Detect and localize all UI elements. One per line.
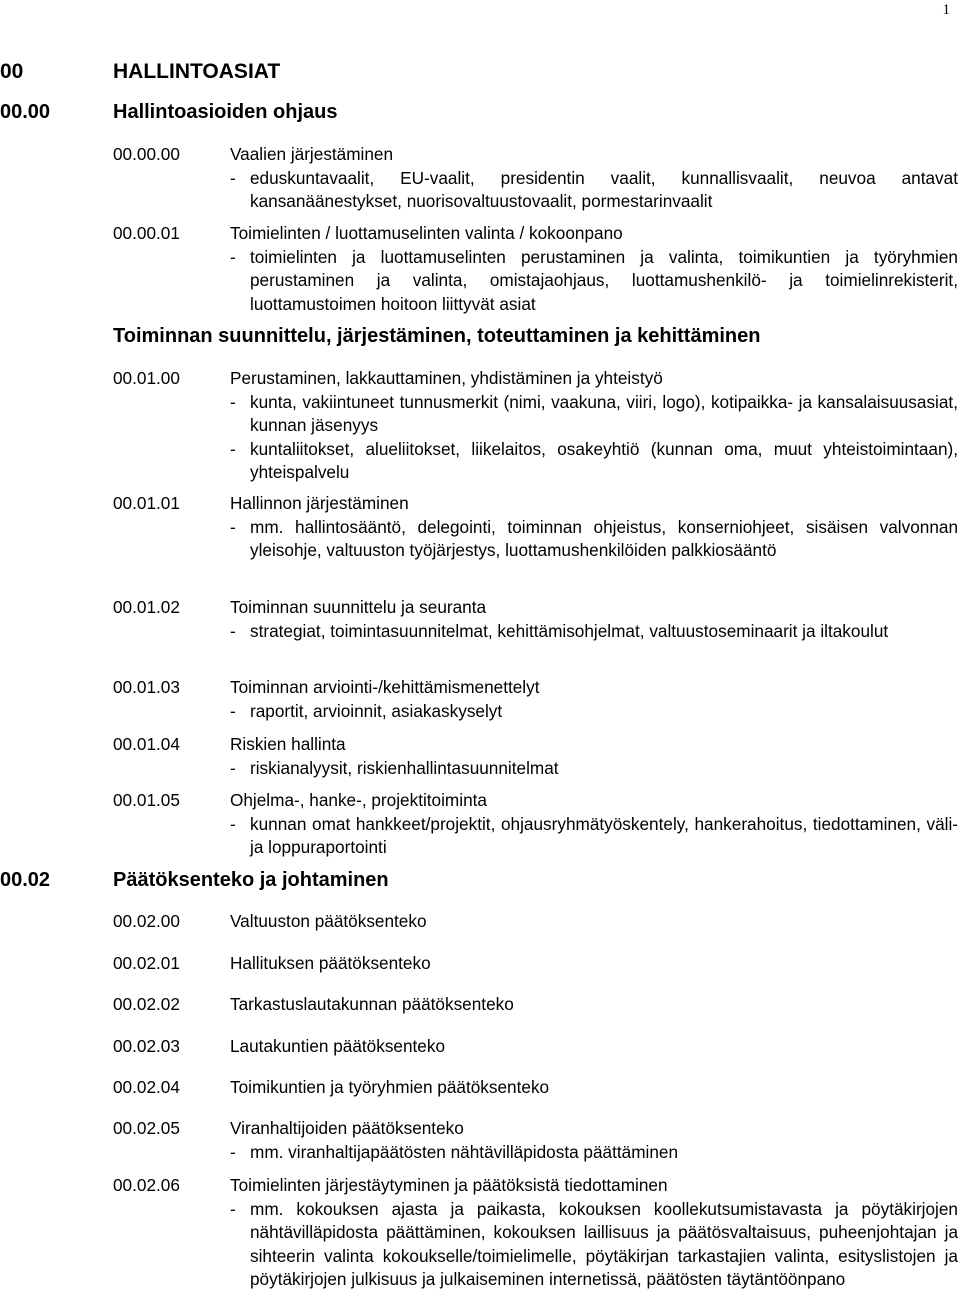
entry-description: - kuntaliitokset, alueliitokset, liikelaitos, osakeyhtiö (kunnan oma, muut yhteistoimintaan), yhteispalvelu bbox=[230, 438, 958, 482]
entry-00-01-04 bbox=[113, 733, 958, 780]
entry-code: 00.02.06 bbox=[113, 1175, 180, 1195]
entry-title: Tarkastuslautakunnan päätöksenteko bbox=[230, 994, 514, 1014]
entry-description: - strategiat, toimintasuunnitelmat, kehittämisohjelmat, valtuustoseminaarit ja iltakoulut bbox=[230, 620, 889, 641]
entry-title: Toiminnan suunnittelu ja seuranta bbox=[230, 597, 487, 617]
entry-00-01-03 bbox=[113, 676, 958, 723]
entry-code: 00.02.01 bbox=[113, 953, 180, 973]
entry-title: Vaalien järjestäminen bbox=[230, 144, 394, 164]
entry-code: 00.00.00 bbox=[113, 144, 180, 164]
entry-00-01-01 bbox=[113, 492, 958, 563]
entry-00-01-05 bbox=[113, 789, 958, 860]
entry-description: - mm. kokouksen ajasta ja paikasta, kokouksen koollekutsumistavasta ja pöytäkirjojen nähtävilläpidosta päättäminen, kokouksen laillisuus ja päätösvaltaisuus, puheenjohtajan ja sihteerin valinta kokoukselle/toimielimelle, pöytäkirjan tarkastajien valinta, esityslistojen ja pöytäkirjojen julkisuus ja julkaiseminen internetissä, päätösten täytäntöönpano bbox=[230, 1198, 958, 1289]
entry-title: Valtuuston päätöksenteko bbox=[230, 911, 427, 931]
entry-description: - mm. hallintosääntö, delegointi, toiminnan ohjeistus, konserniohjeet, sisäisen valvonnan yleisohje, valtuuston työjärjestys, luottamushenkilöiden palkkiosääntö bbox=[230, 516, 958, 560]
entry-00-01-00 bbox=[113, 367, 958, 485]
entry-code: 00.01.04 bbox=[113, 734, 180, 754]
entry-title: Lautakuntien päätöksenteko bbox=[230, 1036, 446, 1056]
entry-code: 00.01.00 bbox=[113, 368, 180, 388]
entry-00-02-02 bbox=[113, 993, 958, 1017]
entry-code: 00.02.03 bbox=[113, 1036, 180, 1056]
subheading-toiminnan-suunnittelu: Toiminnan suunnittelu, järjestäminen, toteuttaminen ja kehittäminen bbox=[113, 325, 761, 347]
entry-code: 00.02.05 bbox=[113, 1118, 180, 1138]
entry-00-02-01 bbox=[113, 952, 958, 976]
entry-00-02-05 bbox=[113, 1117, 958, 1164]
entry-title: Viranhaltijoiden päätöksenteko bbox=[230, 1118, 464, 1138]
entry-title: Toimielinten / luottamuselinten valinta / kokoonpano bbox=[230, 223, 623, 243]
entry-title: Toimielinten järjestäytyminen ja päätöksistä tiedottaminen bbox=[230, 1175, 668, 1195]
section-label: Päätöksenteko ja johtaminen bbox=[113, 869, 389, 891]
entry-00-01-02 bbox=[113, 596, 958, 643]
entry-code: 00.01.03 bbox=[113, 677, 180, 697]
entry-description: - eduskuntavaalit, EU-vaalit, presidentin vaalit, kunnallisvaalit, neuvoa antavat kansanäänestykset, nuorisovaltuustovaalit, pormestarinvaalit bbox=[230, 167, 958, 211]
entry-title: Toimikuntien ja työryhmien päätöksenteko bbox=[230, 1077, 550, 1097]
main-title-code: 00 bbox=[0, 60, 24, 83]
entry-00-02-03 bbox=[113, 1035, 958, 1059]
entry-code: 00.01.01 bbox=[113, 493, 180, 513]
entry-description: - kunta, vakiintuneet tunnusmerkit (nimi, vaakuna, viiri, logo), kotipaikka- ja kansalaisuusasiat, kunnan jäsenyys bbox=[230, 391, 958, 435]
entry-code: 00.01.02 bbox=[113, 597, 180, 617]
section-code: 00.02 bbox=[0, 869, 51, 891]
entry-00-00-00 bbox=[113, 143, 958, 214]
entry-description: - kunnan omat hankkeet/projektit, ohjausryhmätyöskentely, hankerahoitus, tiedottaminen, väli- ja loppuraportointi bbox=[230, 813, 958, 857]
entry-00-02-00 bbox=[113, 910, 958, 934]
section-label: Hallintoasioiden ohjaus bbox=[113, 101, 338, 123]
entry-code: 00.02.00 bbox=[113, 911, 180, 931]
entry-00-02-04 bbox=[113, 1076, 958, 1100]
entry-title: Ohjelma-, hanke-, projektitoiminta bbox=[230, 790, 487, 810]
entry-code: 00.00.01 bbox=[113, 223, 180, 243]
entry-description: - toimielinten ja luottamuselinten perustaminen ja valinta, toimikuntien ja työryhmien perustaminen ja valinta, omistajaohjaus, luottamushenkilö- ja toimielinrekisterit, luottamustoimen hoitoon liittyvät asiat bbox=[230, 246, 958, 314]
entry-title: Perustaminen, lakkauttaminen, yhdistäminen ja yhteistyö bbox=[230, 368, 663, 388]
entry-title: Riskien hallinta bbox=[230, 734, 346, 754]
entry-00-02-06 bbox=[113, 1174, 958, 1292]
entry-description: - mm. viranhaltijapäätösten nähtävilläpidosta päättäminen bbox=[230, 1141, 679, 1162]
section-code: 00.00 bbox=[0, 101, 51, 123]
entry-code: 00.02.04 bbox=[113, 1077, 180, 1097]
entry-title: Hallituksen päätöksenteko bbox=[230, 953, 431, 973]
main-title-label: HALLINTOASIAT bbox=[113, 60, 281, 83]
entry-code: 00.01.05 bbox=[113, 790, 180, 810]
entry-00-00-01 bbox=[113, 222, 958, 316]
entry-description: - raportit, arvioinnit, asiakaskyselyt bbox=[230, 700, 503, 721]
entry-title: Toiminnan arviointi-/kehittämismenettelyt bbox=[230, 677, 540, 697]
page-number: 1 bbox=[942, 2, 950, 18]
entry-title: Hallinnon järjestäminen bbox=[230, 493, 409, 513]
entry-description: - riskianalyysit, riskienhallintasuunnitelmat bbox=[230, 757, 559, 778]
entry-code: 00.02.02 bbox=[113, 994, 180, 1014]
